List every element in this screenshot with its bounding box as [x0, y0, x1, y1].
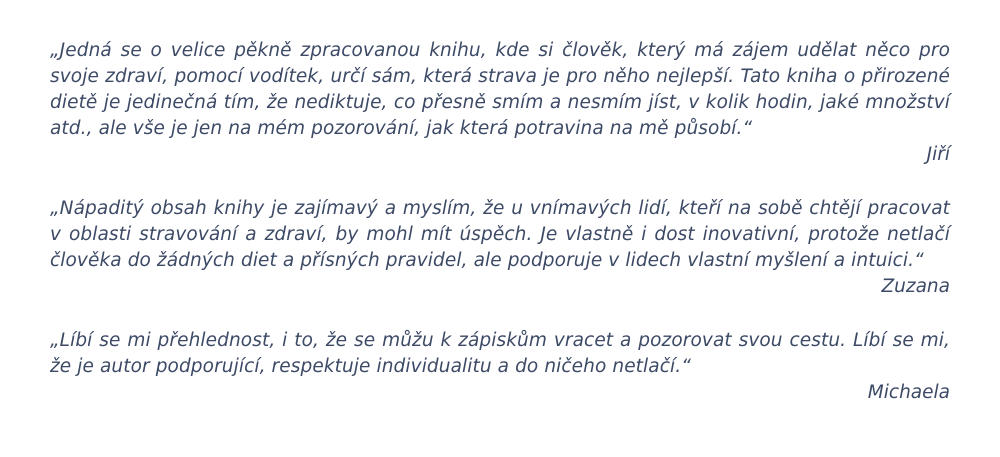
testimonial-quote: „Nápaditý obsah knihy je zajímavý a myslím, že u vnímavých lidí, kteří na sobě chtějí pracovat v oblasti stravování a zdraví, by mohl mít úspěch. Je vlastně i dost inovativní, protože netlačí člověka do žádných diet a přísných pravidel, ale podporuje v lidech vlastní myšlení a intuici.“ [50, 198, 950, 271]
testimonial-zuzana [50, 196, 950, 300]
testimonial-quote: „Jedná se o velice pěkně zpracovanou knihu, kde si člověk, který má zájem udělat něco pro svoje zdraví, pomocí vodítek, určí sám, která strava je pro něho nejlepší. Tato kniha o přirozené dietě je jedinečná tím, že nediktuje, co přesně smím a nesmím jíst, v kolik hodin, jaké množství atd., ale vše je jen na mém pozorování, jak která potravina na mě působí.“ [50, 40, 950, 139]
testimonials-section [50, 38, 950, 406]
testimonial-author: Jiří [926, 144, 950, 165]
testimonial-jiri [50, 38, 950, 168]
testimonial-author: Zuzana [881, 276, 950, 297]
testimonial-michaela [50, 328, 950, 406]
testimonial-author: Michaela [867, 382, 950, 403]
testimonial-quote: „Líbí se mi přehlednost, i to, že se můžu k zápiskům vracet a pozorovat svou cestu. Líbí se mi, že je autor podporující, respektuje individualitu a do ničeho netlačí.“ [50, 330, 950, 377]
